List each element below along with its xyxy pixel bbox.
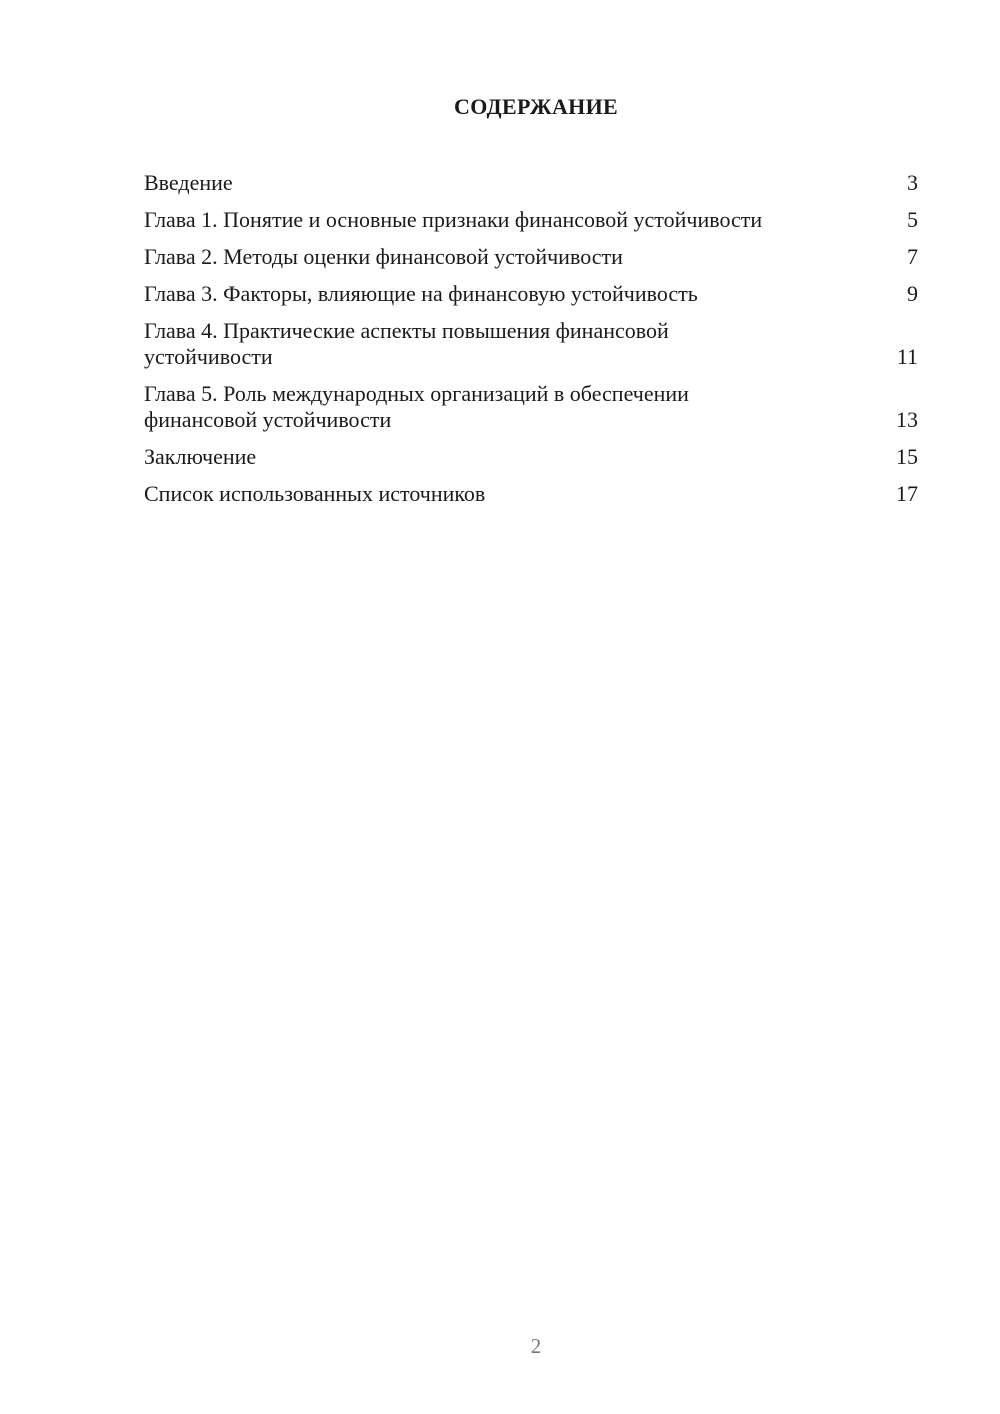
toc-entry-conclusion bbox=[144, 444, 918, 470]
toc-entry-text: Глава 1. Понятие и основные признаки финансовой устойчивости bbox=[144, 207, 763, 232]
toc-entry-page: 11 bbox=[896, 344, 918, 369]
toc-entry-chapter-1 bbox=[144, 207, 918, 233]
toc-entry-chapter-4 bbox=[144, 318, 918, 370]
toc-entry-page: 17 bbox=[896, 481, 918, 506]
toc-entry-chapter-2 bbox=[144, 244, 918, 270]
toc-entry-page: 9 bbox=[907, 281, 918, 306]
toc-entry-references bbox=[144, 481, 918, 507]
toc-entry-text: Заключение bbox=[144, 444, 257, 469]
toc-entry-introduction bbox=[144, 170, 918, 196]
table-of-contents bbox=[144, 170, 918, 518]
toc-entry-text: Введение bbox=[144, 170, 233, 195]
toc-entry-page: 5 bbox=[907, 207, 918, 232]
toc-title: СОДЕРЖАНИЕ bbox=[454, 94, 618, 119]
toc-entry-text: Список использованных источников bbox=[144, 481, 486, 506]
toc-entry-text: Глава 5. Роль международных организаций в обеспечении финансовой устойчивости bbox=[144, 381, 689, 432]
toc-entry-page: 13 bbox=[896, 407, 918, 432]
page-number: 2 bbox=[530, 1334, 542, 1358]
toc-entry-page: 3 bbox=[907, 170, 918, 195]
toc-entry-text: Глава 4. Практические аспекты повышения финансовой устойчивости bbox=[144, 318, 669, 369]
toc-entry-chapter-5 bbox=[144, 381, 918, 433]
toc-entry-text: Глава 3. Факторы, влияющие на финансовую устойчивость bbox=[144, 281, 698, 306]
toc-entry-chapter-3 bbox=[144, 281, 918, 307]
toc-entry-page: 7 bbox=[907, 244, 918, 269]
toc-entry-text: Глава 2. Методы оценки финансовой устойчивости bbox=[144, 244, 623, 269]
toc-entry-page: 15 bbox=[896, 444, 918, 469]
